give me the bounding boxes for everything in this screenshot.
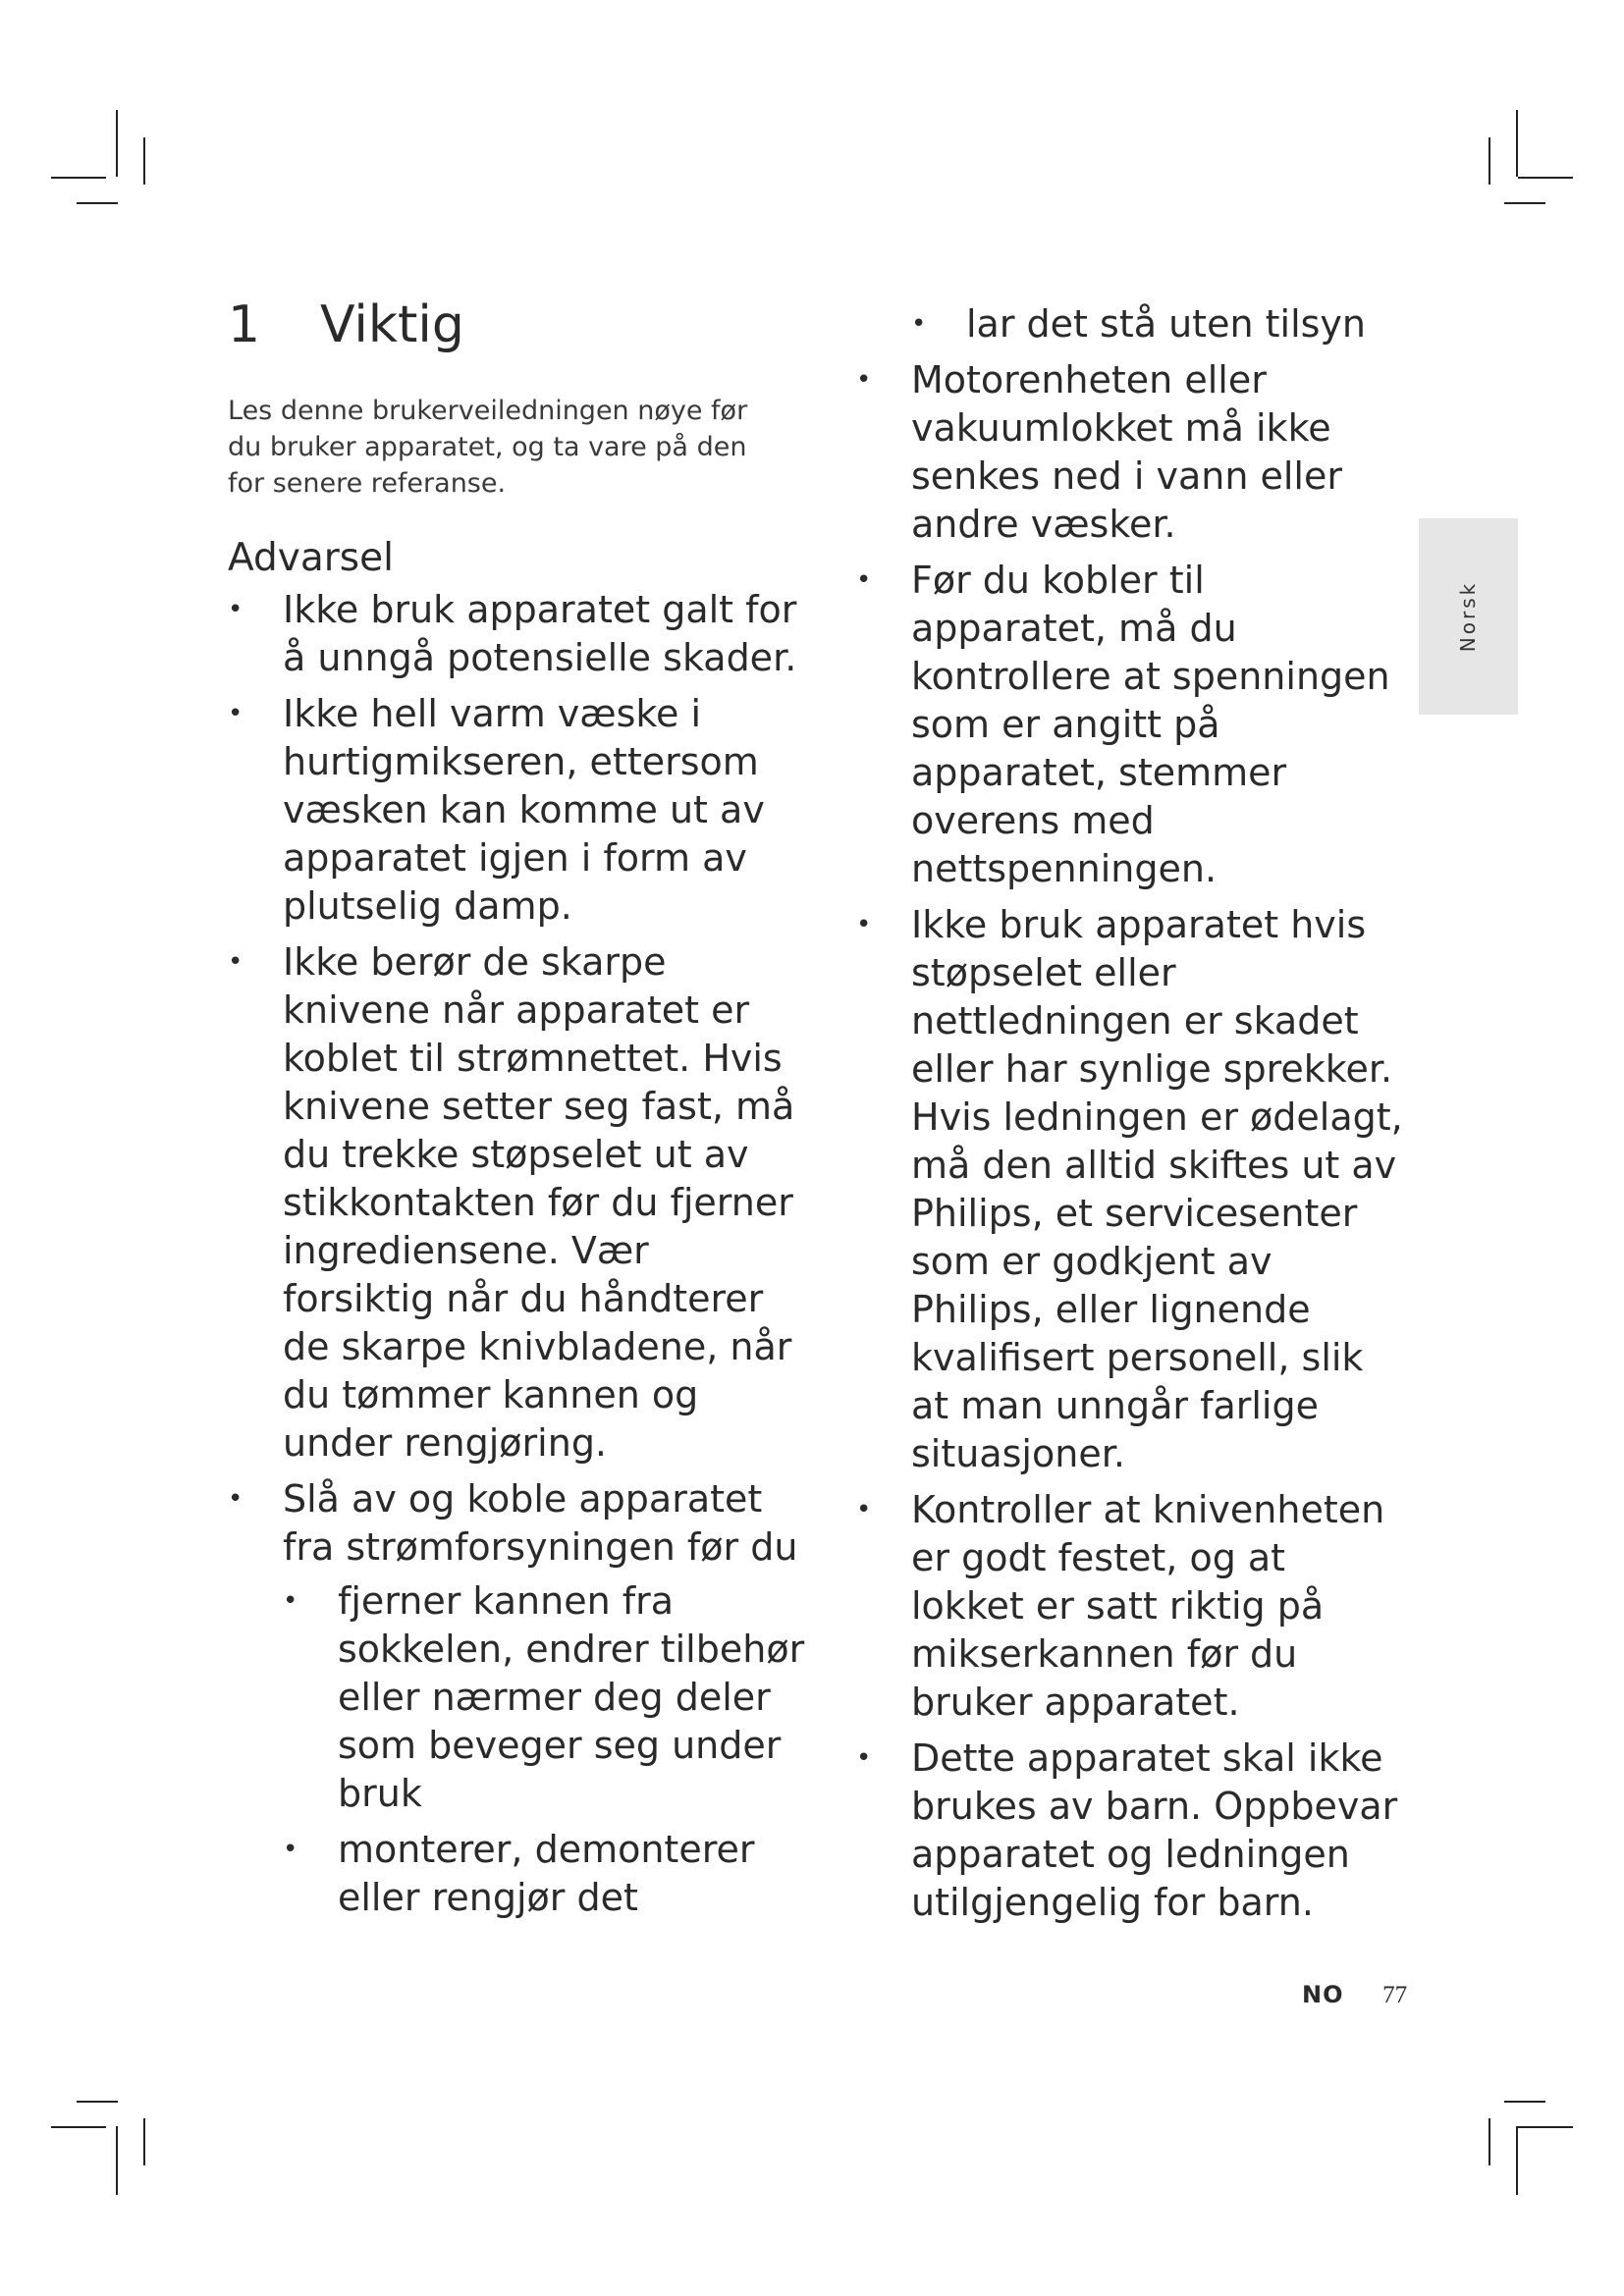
chapter-heading: [228, 294, 807, 355]
crop-mark: [51, 2126, 106, 2128]
crop-mark: [51, 177, 106, 179]
language-side-tab: [1419, 518, 1518, 715]
list-item-text: Ikke bruk apparatet hvis støpselet eller nettledningen er skadet eller har synlige sprekker. Hvis ledningen er ødelagt, må den alltid skiftes ut av Philips, et servicesenter som er godkjent av Philips, eller lignende kvalifisert personell, slik at man unngår farlige situasjoner.: [911, 903, 1403, 1475]
sub-list-item: [911, 300, 1406, 348]
bullet: •: [856, 910, 872, 939]
list-item: [856, 557, 1406, 893]
section-heading-warning: Advarsel: [228, 536, 394, 580]
bullet: •: [228, 699, 244, 728]
list-item-text: Ikke bruk apparatet galt for å unngå potensielle skader.: [283, 588, 797, 679]
list-item: [228, 938, 807, 1468]
bullet: •: [856, 365, 872, 395]
bullet: •: [856, 1495, 872, 1524]
crop-mark: [77, 2101, 118, 2103]
sub-list-item: [283, 1577, 807, 1818]
list-item-text: Før du kobler til apparatet, må du kontrollere at spenningen som er angitt på apparatet, stemmer overens med nettspenningen.: [911, 559, 1390, 890]
sub-list-item: [283, 1826, 807, 1922]
list-item: [856, 356, 1406, 549]
bullet: •: [228, 947, 244, 977]
bullet: •: [283, 1835, 298, 1864]
list-item-text: Ikke berør de skarpe knivene når apparatet er koblet til strømnettet. Hvis knivene setter seg fast, må du trekke støpselet ut av stikkontakten før du fjerner ingrediensene. Vær forsiktig når du håndterer de skarpe knivbladene, når du tømmer kannen og under rengjøring.: [283, 940, 795, 1465]
bullet: •: [911, 309, 927, 339]
crop-mark: [1504, 2101, 1545, 2103]
list-item-text: Slå av og koble apparatet fra strømforsyningen før du: [283, 1477, 798, 1569]
bullet: •: [228, 595, 244, 624]
list-item: [228, 690, 807, 931]
list-item-text: Motorenheten eller vakuumlokket må ikke senkes ned i vann eller andre væsker.: [911, 358, 1342, 546]
bullet: •: [283, 1586, 298, 1616]
sub-list: [283, 1577, 807, 1922]
bullet: •: [228, 1484, 244, 1514]
language-side-tab-label: Norsk: [1456, 580, 1481, 653]
bullet: •: [856, 565, 872, 595]
left-column: [228, 294, 807, 1930]
list-item-text: Kontroller at knivenheten er godt festet, og at lokket er satt riktig på mikserkannen før du bruker apparatet.: [911, 1488, 1385, 1724]
crop-mark: [1516, 110, 1518, 177]
list-item: [856, 1735, 1406, 1927]
footer-language-code: NO: [1302, 1981, 1344, 2008]
crop-mark: [116, 2126, 118, 2195]
sub-list-item-text: monterer, demonterer eller rengjør det: [338, 1828, 755, 1919]
chapter-number: 1: [228, 295, 261, 354]
right-column: [856, 300, 1406, 1935]
list-item: [228, 1475, 807, 1922]
crop-mark: [1518, 2126, 1573, 2128]
page-number: 77: [1382, 1982, 1408, 2008]
list-item: [856, 901, 1406, 1478]
sub-list-continued: [911, 300, 1406, 348]
crop-mark: [143, 137, 145, 185]
bullet: •: [856, 1743, 872, 1773]
crop-mark: [1504, 202, 1545, 204]
crop-mark: [1489, 2118, 1490, 2165]
crop-mark: [1518, 177, 1573, 179]
crop-mark: [1516, 2126, 1518, 2195]
sub-list-item-text: fjerner kannen fra sokkelen, endrer tilbehør eller nærmer deg deler som beveger seg under bruk: [338, 1579, 805, 1815]
sub-list-item-text: lar det stå uten tilsyn: [966, 302, 1366, 346]
intro-paragraph: Les denne brukerveiledningen nøye før du bruker apparatet, og ta vare på den for senere referanse.: [228, 396, 748, 499]
chapter-title: Viktig: [320, 295, 464, 354]
warning-list-right: [856, 356, 1406, 1927]
crop-mark: [116, 110, 118, 177]
crop-mark: [143, 2118, 145, 2165]
list-item: [228, 586, 807, 682]
list-item-text: Dette apparatet skal ikke brukes av barn. Oppbevar apparatet og ledningen utilgjengelig for barn.: [911, 1736, 1398, 1924]
crop-mark: [1489, 137, 1490, 185]
list-item: [856, 1486, 1406, 1727]
page-footer: [1302, 1981, 1407, 2009]
crop-mark: [77, 202, 118, 204]
warning-list-left: [228, 586, 807, 1922]
list-item-text: Ikke hell varm væske i hurtigmikseren, ettersom væsken kan komme ut av apparatet igjen i form av plutselig damp.: [283, 692, 765, 928]
